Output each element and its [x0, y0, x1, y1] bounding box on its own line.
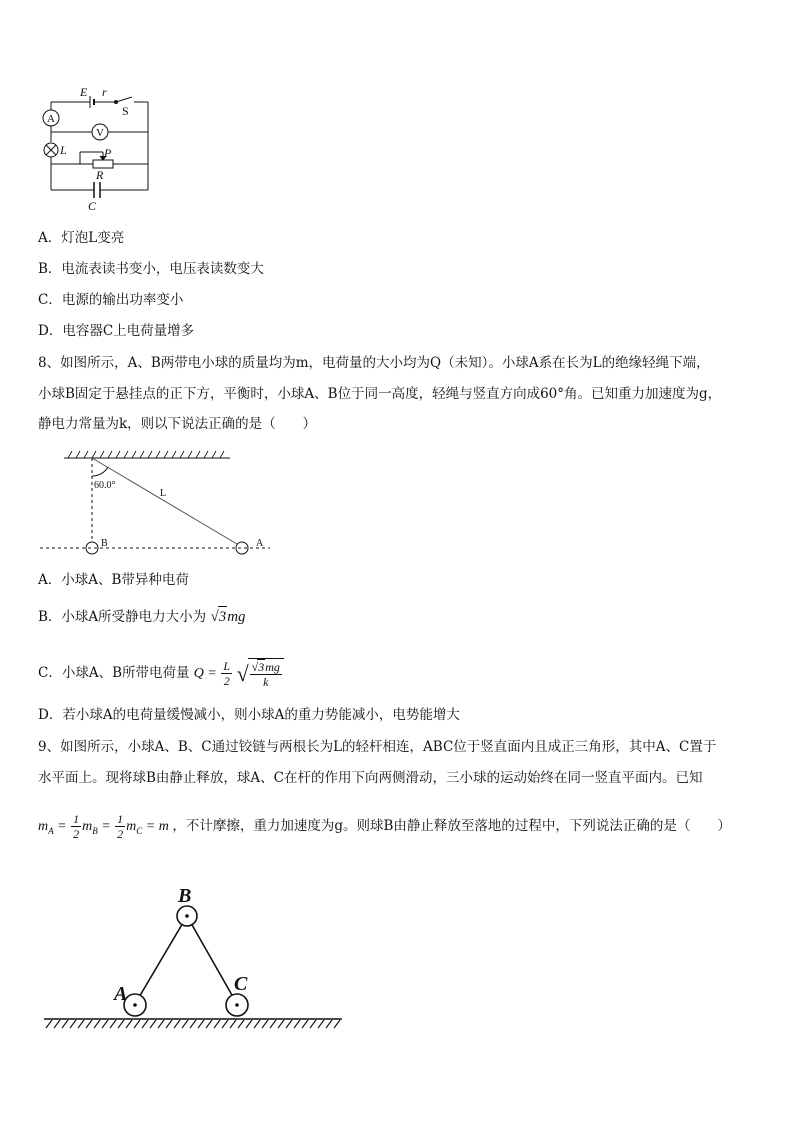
- q8-option-b: [38, 606, 246, 627]
- q9-stem-line-3-text: ，不计摩擦，重力加速度为g。则球B由静止释放至落地的过程中，下列说法正确的是（ ）: [172, 818, 731, 834]
- q8-option-c-formula: Q = $\frac{L}{2}$ √ $\frac{√3mg}{k}$: [194, 666, 284, 681]
- q8-option-c: [38, 658, 284, 689]
- q8-angle-label: 60.0°: [94, 480, 116, 491]
- label-s: S: [122, 104, 129, 118]
- q9-ball-c-label: C: [234, 973, 248, 995]
- label-p: P: [104, 146, 112, 160]
- q9-stem-line-1: 9、如图所示，小球A、B、C通过铰链与两根长为L的轻杆相连，ABC位于竖直面内且成正三角形，其中A、C置于: [38, 739, 717, 755]
- q7-option-c: C．电源的输出功率变小: [38, 292, 184, 308]
- q9-ball-a-label: A: [114, 983, 128, 1005]
- q8-option-b-text: B．小球A所受静电力大小为: [38, 609, 207, 625]
- q7-option-b: B．电流表读书变小，电压表读数变大: [38, 261, 264, 277]
- q9-stem-line-3: [38, 812, 731, 845]
- q7-option-d: D．电容器C上电荷量增多: [38, 323, 195, 339]
- q8-stem-line-1: 8、如图所示，A、B两带电小球的质量均为m，电荷量的大小均为Q（未知）。小球A系在长为L的绝缘轻绳下端，: [38, 355, 710, 371]
- q8-ball-b-label: B: [101, 538, 108, 549]
- q9-triangle-figure: [40, 876, 350, 1036]
- circuit-diagram: [38, 84, 158, 212]
- q8-rope-label: L: [160, 488, 167, 499]
- q8-option-d: D．若小球A的电荷量缓慢减小，则小球A的重力势能减小，电势能增大: [38, 707, 460, 723]
- q7-option-a: A．灯泡L变亮: [38, 230, 125, 246]
- q8-option-a: A．小球A、B带异种电荷: [38, 572, 189, 588]
- q8-stem-line-2: 小球B固定于悬挂点的正下方，平衡时，小球A、B位于同一高度，轻绳与竖直方向成60°角。已知重力加速度为g，: [38, 386, 722, 402]
- label-r: r: [102, 85, 107, 99]
- label-e: E: [80, 85, 88, 99]
- q8-option-b-formula: √3mg: [210, 609, 245, 625]
- q8-ball-a-label: A: [256, 538, 264, 549]
- voltmeter-icon: V: [96, 127, 104, 139]
- ammeter-icon: A: [47, 113, 55, 125]
- q8-option-c-text: C．小球A、B所带电荷量: [38, 665, 190, 681]
- q8-pendulum-figure: [40, 446, 280, 560]
- q9-stem-line-2: 水平面上。现将球B由静止释放，球A、C在杆的作用下向两侧滑动，三小球的运动始终在同一竖直平面内。已知: [38, 770, 703, 786]
- label-l: L: [60, 143, 67, 157]
- label-c: C: [88, 199, 97, 212]
- q8-stem-line-3: 静电力常量为k，则以下说法正确的是（ ）: [38, 416, 317, 432]
- label-r-rheostat: R: [96, 168, 104, 182]
- q9-mass-formula: $m_A$ = $\frac{1}{2}$ $m_B$ = $\frac{1}{2}$ $m_C = m$: [38, 812, 169, 842]
- q9-ball-b-label: B: [178, 885, 192, 907]
